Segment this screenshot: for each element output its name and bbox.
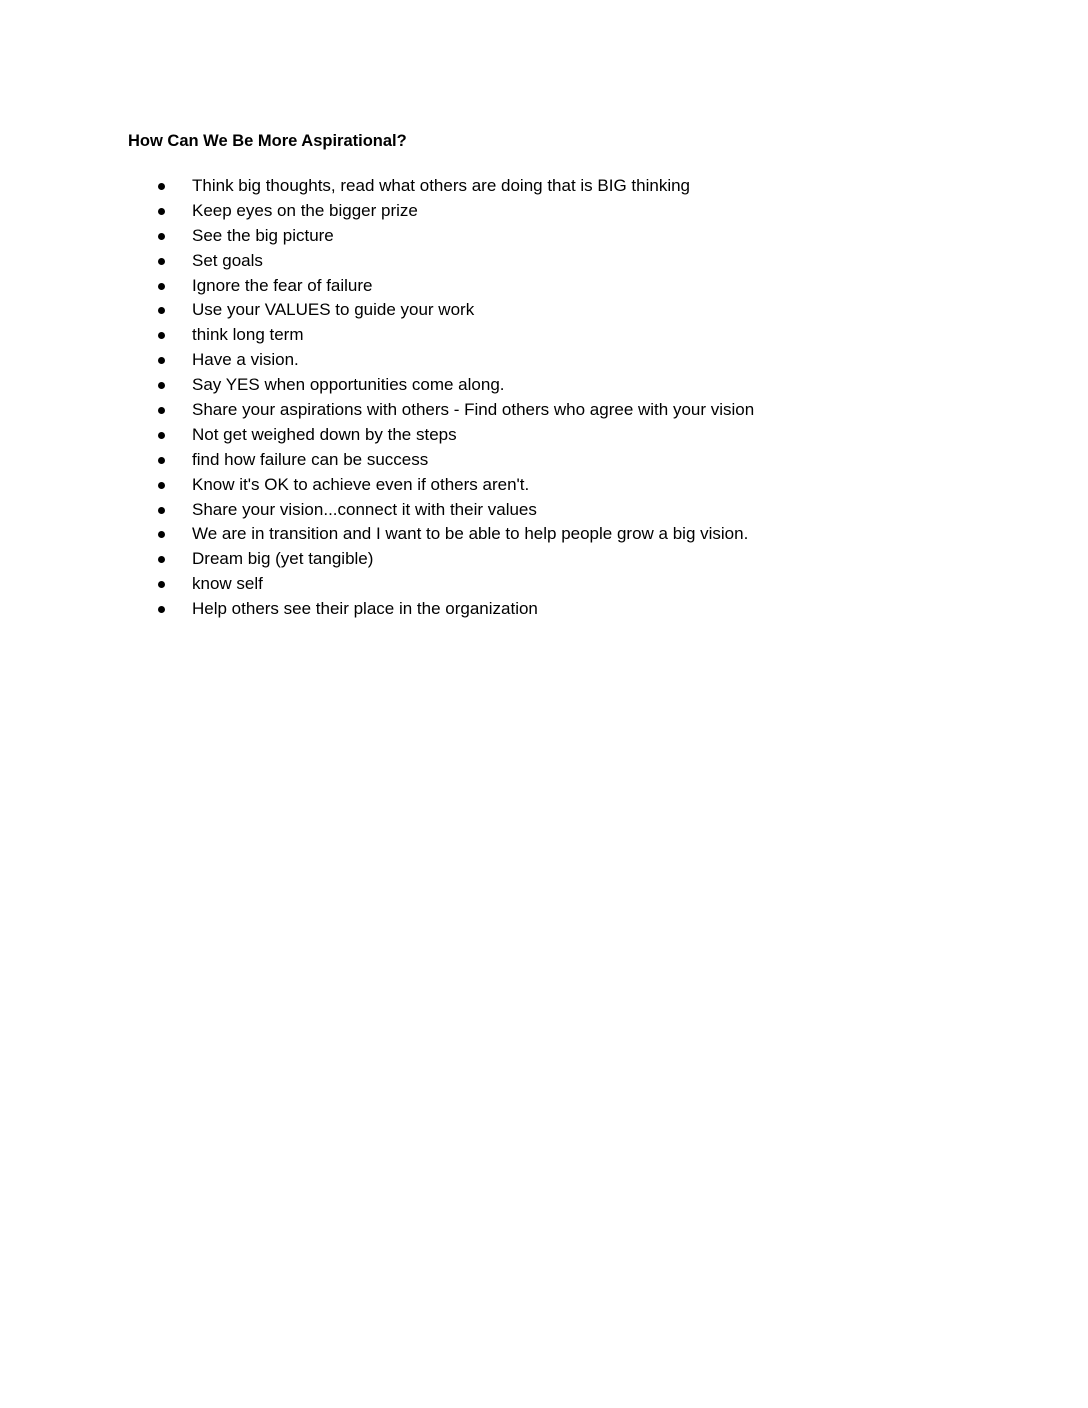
bullet-icon <box>158 233 165 240</box>
bullet-icon <box>158 507 165 514</box>
bullet-icon <box>158 283 165 290</box>
bullet-icon <box>158 457 165 464</box>
list-item-text: Know it's OK to achieve even if others aren't. <box>192 474 530 494</box>
bullet-icon <box>158 581 165 588</box>
list-item-text: Use your VALUES to guide your work <box>192 300 475 320</box>
list-item-text: Set goals <box>192 250 263 270</box>
bullet-icon <box>158 382 165 389</box>
list-item-text: Share your vision...connect it with their values <box>192 499 537 519</box>
bullet-icon <box>158 606 165 613</box>
list-item-text: find how failure can be success <box>192 449 429 469</box>
bullet-icon <box>158 332 165 339</box>
list-item-text: See the big picture <box>192 225 334 245</box>
list-item-text: Dream big (yet tangible) <box>192 549 374 569</box>
bullet-icon <box>158 307 165 314</box>
list-item-text: We are in transition and I want to be able to help people grow a big vision. <box>192 524 749 544</box>
list-item-text: Not get weighed down by the steps <box>192 424 457 444</box>
list-item-text: Think big thoughts, read what others are doing that is BIG thinking <box>192 176 691 195</box>
list-item-text: know self <box>192 574 263 594</box>
bullet-icon <box>158 432 165 439</box>
list-item-text: Have a vision. <box>192 350 299 370</box>
page-title: How Can We Be More Aspirational? <box>128 132 407 150</box>
bullet-icon <box>158 556 165 563</box>
bullet-icon <box>158 357 165 364</box>
bullet-icon <box>158 407 165 414</box>
list-item-text: Keep eyes on the bigger prize <box>192 200 418 220</box>
list-item-text: Share your aspirations with others - Find others who agree with your vision <box>192 400 755 420</box>
list-item-text: Ignore the fear of failure <box>192 275 373 295</box>
bullet-icon <box>158 258 165 265</box>
list-item-text: Say YES when opportunities come along. <box>192 375 505 395</box>
bullet-icon <box>158 183 165 190</box>
list-item-text: Help others see their place in the organization <box>192 599 538 619</box>
list-item-text: think long term <box>192 325 304 345</box>
bullet-icon <box>158 531 165 538</box>
bullet-icon <box>158 482 165 489</box>
bullet-icon <box>158 208 165 215</box>
